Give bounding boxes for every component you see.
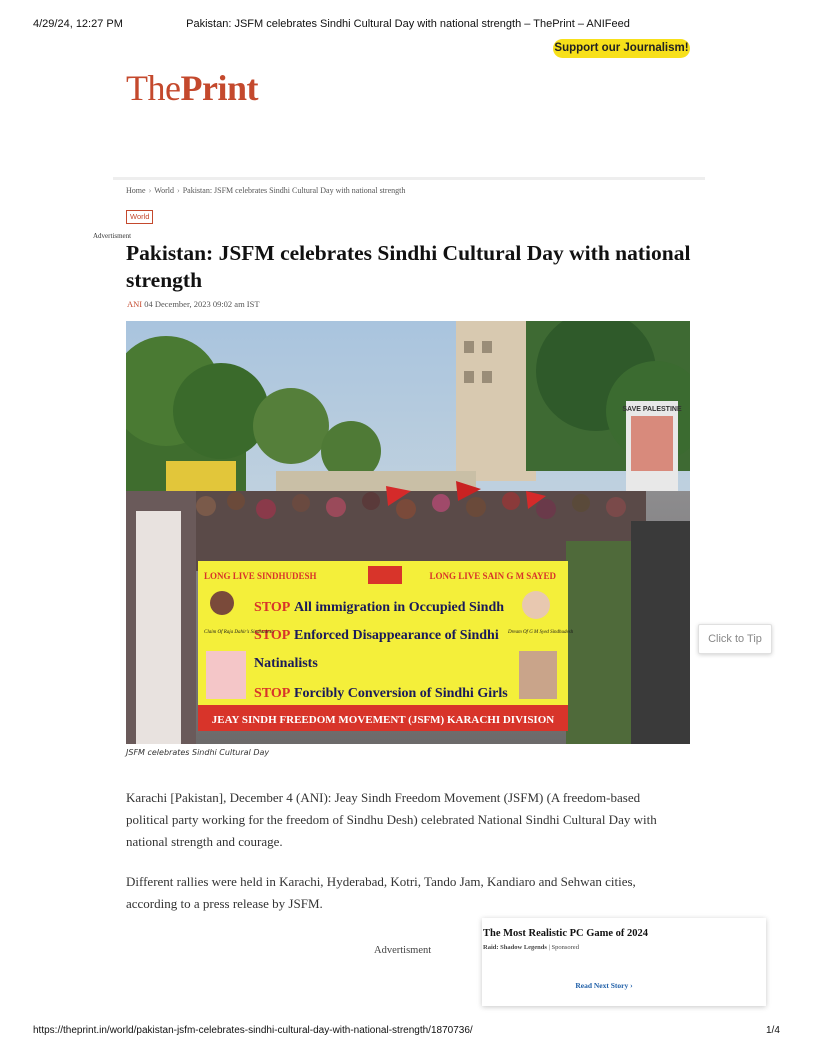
promo-source: Raid: Shadow Legends | Sponsored xyxy=(483,944,579,951)
promo-sponsored: Sponsored xyxy=(551,944,579,951)
article-byline xyxy=(127,299,260,309)
author-link[interactable]: ANI xyxy=(127,299,143,309)
promo-title[interactable]: The Most Realistic PC Game of 2024 xyxy=(483,928,649,939)
logo-part-print: Print xyxy=(180,68,258,108)
logo-part-the: The xyxy=(126,68,181,108)
support-journalism-button[interactable]: Support our Journalism! xyxy=(553,39,690,58)
chevron-right-icon: › xyxy=(630,981,633,990)
breadcrumb xyxy=(113,177,705,202)
breadcrumb-section-link[interactable]: World xyxy=(154,186,175,195)
advertisement-label: Advertisment xyxy=(93,232,132,240)
read-next-label: Read Next Story xyxy=(575,981,629,990)
print-page-number: 1/4 xyxy=(766,1025,780,1036)
article-paragraph-1: Karachi [Pakistan], December 4 (ANI): Jeay Sindh Freedom Movement (JSFM) (A freedom-based political party working for the freedom of Sindhu Desh) celebrated National Sindhi Cultural Day with national strength and courage. xyxy=(126,790,657,849)
print-url: https://theprint.in/world/pakistan-jsfm-celebrates-sindhi-cultural-day-with-national-strength/1870736/ xyxy=(33,1025,473,1036)
breadcrumb-current: Pakistan: JSFM celebrates Sindhi Cultural Day with national strength xyxy=(182,186,406,195)
banner-top-left: LONG LIVE SINDHUDESH xyxy=(204,571,317,581)
publish-date: 04 December, 2023 09:02 am IST xyxy=(144,299,260,309)
banner-line-3: Natinalists xyxy=(254,656,318,671)
banner-stop-2: STOP xyxy=(254,628,291,643)
banner-left-caption: Claim Of Raja Dahir's Sindhudesh xyxy=(204,630,274,635)
save-palestine-sign: SAVE PALESTINE xyxy=(622,406,682,413)
click-to-tip-button[interactable]: Click to Tip xyxy=(698,624,772,654)
banner-stop-1: STOP xyxy=(254,600,291,615)
read-next-story-link[interactable] xyxy=(482,981,726,990)
breadcrumb-separator-icon: › xyxy=(177,186,180,195)
banner-line-1: All immigration in Occupied Sindh xyxy=(294,600,505,615)
photo-caption: JSFM celebrates Sindhi Cultural Day xyxy=(126,748,270,757)
article-headline: Pakistan: JSFM celebrates Sindhi Cultural Day with national strength xyxy=(126,241,691,292)
banner-stop-3: STOP xyxy=(254,686,291,701)
print-header xyxy=(0,18,816,34)
banner-right-caption: Dream Of G M Syed Sindhudesh xyxy=(508,630,574,635)
banner-top-right: LONG LIVE SAIN G M SAYED xyxy=(429,571,556,581)
promo-card[interactable] xyxy=(482,918,766,1006)
breadcrumb-home-link[interactable]: Home xyxy=(126,186,146,195)
theprint-logo[interactable] xyxy=(126,66,258,110)
advertisement-label-center: Advertisment xyxy=(374,945,432,956)
breadcrumb-separator-icon: › xyxy=(148,186,152,195)
print-datetime: 4/29/24, 12:27 PM xyxy=(33,18,123,30)
banner-bottom-text: JEAY SINDH FREEDOM MOVEMENT (JSFM) KARACHI DIVISION xyxy=(211,714,555,726)
banner-line-2: Enforced Disappearance of Sindhi xyxy=(294,628,499,643)
banner-line-4: Forcibly Conversion of Sindhi Girls xyxy=(294,686,508,701)
article-paragraph-2: Different rallies were held in Karachi, Hyderabad, Kotri, Tando Jam, Kandiaro and Sehwan cities, according to a press release by JSFM. xyxy=(126,874,636,911)
category-tag-world[interactable]: World xyxy=(126,210,153,224)
article-photo xyxy=(126,321,690,744)
promo-brand: Raid: Shadow Legends xyxy=(483,944,547,951)
print-page-title: Pakistan: JSFM celebrates Sindhi Cultural Day with national strength – ThePrint – ANIFeed xyxy=(186,18,630,30)
